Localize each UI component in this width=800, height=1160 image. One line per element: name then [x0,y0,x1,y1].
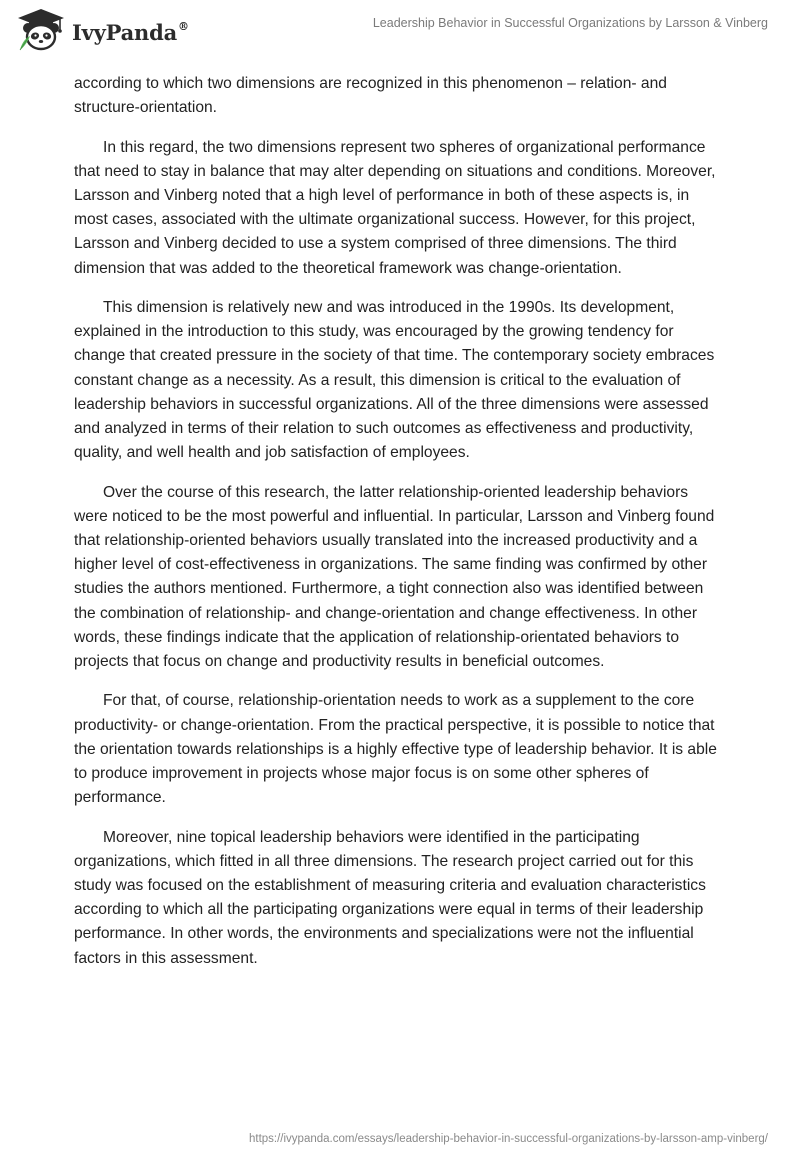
document-title: Leadership Behavior in Successful Organizations by Larsson & Vinberg [372,16,768,30]
panda-graduate-icon [14,6,68,56]
paragraph: This dimension is relatively new and was introduced in the 1990s. Its development, explained in the introduction to this study, was encouraged by the growing tendency for change that created pressure in the society of that time. The contemporary society embraces constant change as a necessity. As a result, this dimension is critical to the evaluation of leadership behaviors in successful organizations. All of the three dimensions were assessed and analyzed in terms of their relation to such outcomes as effectiveness and productivity, quality, and well health and job satisfaction of employees. [74,299,715,462]
paragraph: In this regard, the two dimensions represent two spheres of organizational performance that need to stay in balance that may alter depending on situations and conditions. Moreover, Larsson and Vinberg noted that a high level of performance in both of these aspects is, in most cases, associated with the ultimate organizational success. However, for this project, Larsson and Vinberg decided to use a system comprised of three dimensions. The third dimension that was added to the theoretical framework was change-orientation. [74,138,716,277]
logo-text: IvyPanda® [72,19,189,45]
paragraph: Over the course of this research, the latter relationship-oriented leadership behaviors were noticed to be the most powerful and influential. In particular, Larsson and Vinberg found that relationship-oriented behaviors usually translated into the increased productivity and a higher level of cost-effectiveness in organizations. The same finding was confirmed by other studies the authors mentioned. Furthermore, a tight connection also was identified between the combination of relationship- and change-orientation and change effectiveness. In other words, these findings indicate that the application of relationship-orientated behaviors to projects that focus on change and productivity results in beneficial outcomes. [74,483,715,671]
paragraph: For that, of course, relationship-orientation needs to work as a supplement to the core productivity- or change-orientation. From the practical perspective, it is possible to notice that the orientation towards relationships is a highly effective type of leadership behavior. It is able to produce improvement in projects whose major focus is on some other spheres of performance. [74,692,717,807]
paragraph: Moreover, nine topical leadership behaviors were identified in the participating organizations, which fitted in all three dimensions. The research project carried out for this study was focused on the establishment of measuring criteria and evaluation characteristics according to which all the participating organizations were equal in terms of their leadership performance. In other words, the environments and specializations were not the influential factors in this assessment. [74,828,706,967]
ivypanda-logo[interactable] [14,6,189,56]
registered-mark: ® [178,19,189,33]
paragraph-continuation: according to which two dimensions are recognized in this phenomenon – relation- and structure-orientation. [74,75,667,117]
essay-body [74,72,724,986]
page-header [0,0,800,64]
source-url[interactable]: https://ivypanda.com/essays/leadership-behavior-in-successful-organizations-by-larsson-amp-vinberg/ [248,1133,768,1145]
